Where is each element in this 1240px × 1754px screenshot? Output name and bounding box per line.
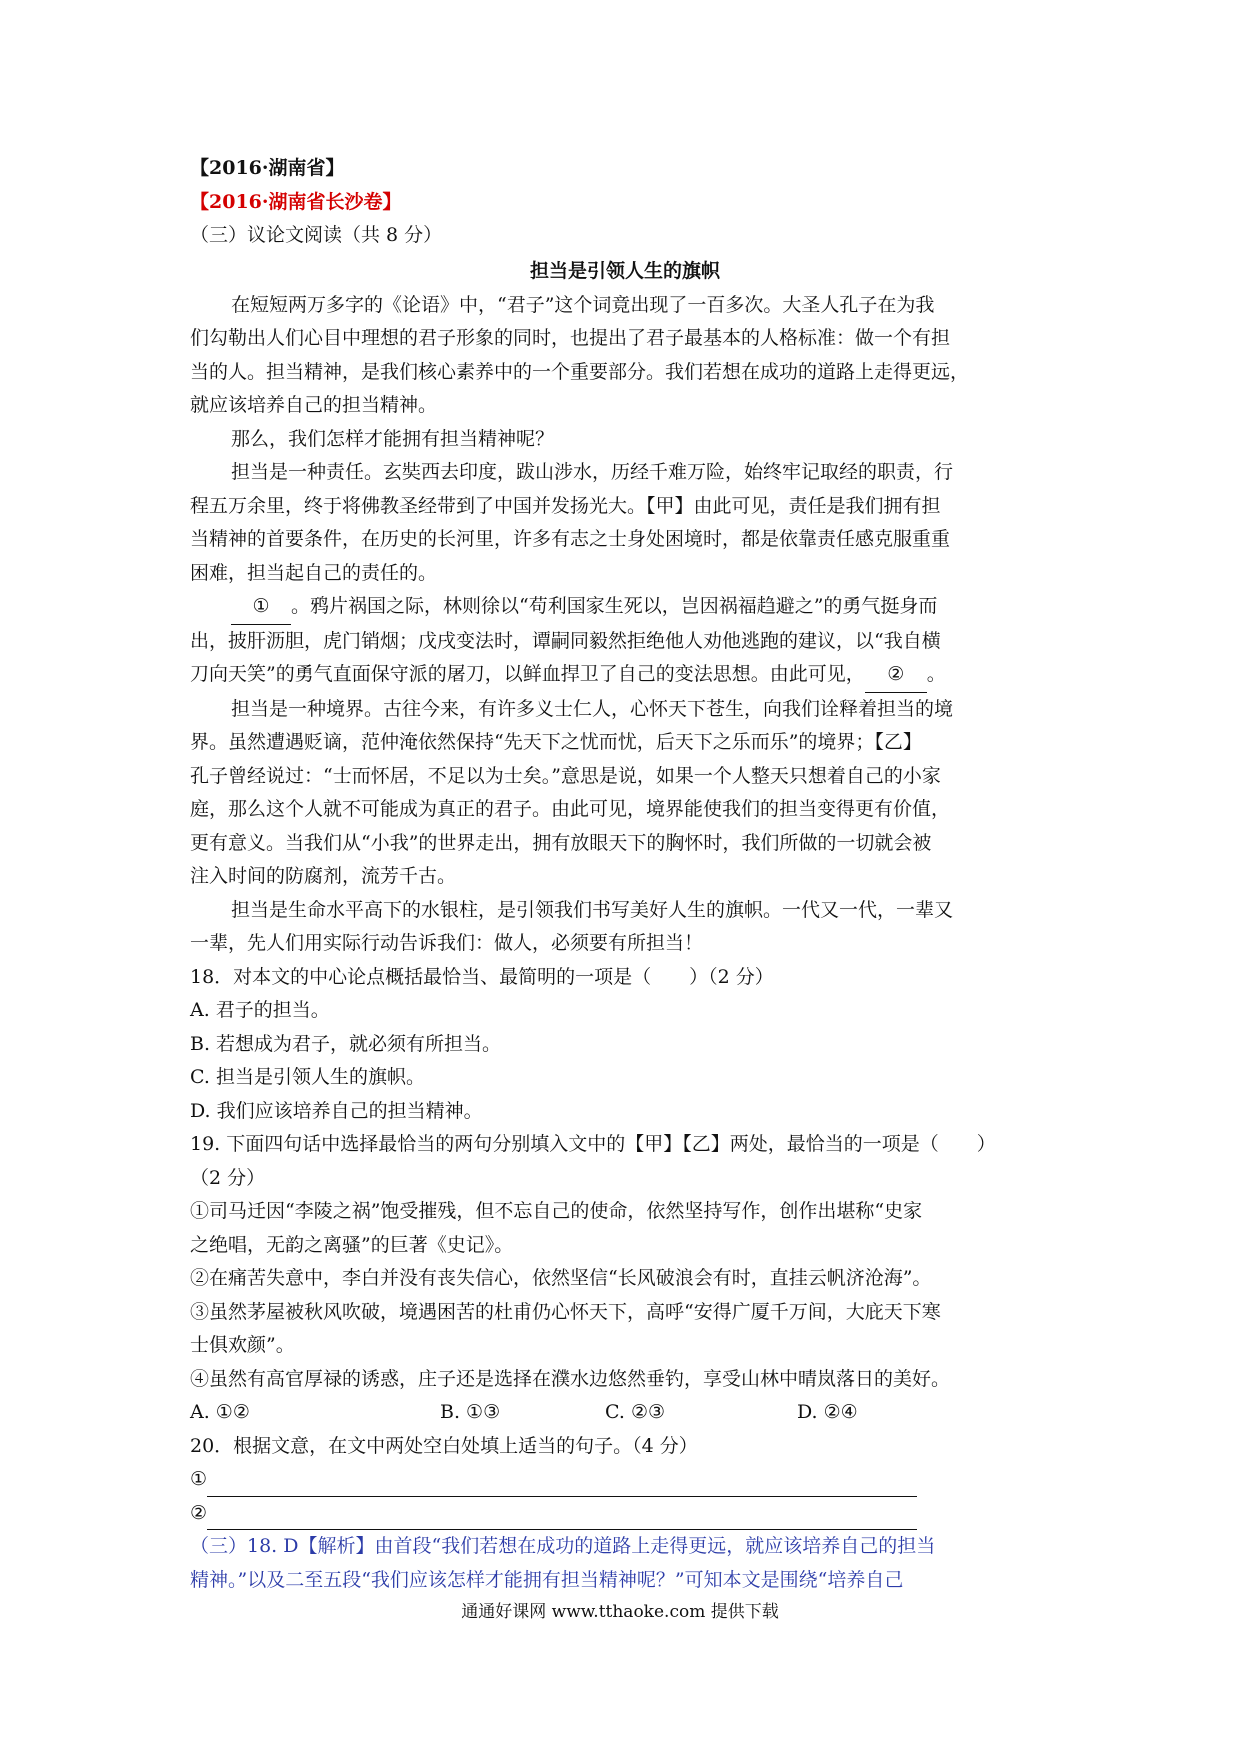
option-d[interactable]: D. 我们应该培养自己的担当精神。 <box>190 1099 483 1122</box>
text-line: 出，披肝沥胆，虎门销烟；戊戌变法时，谭嗣同毅然拒绝他人劝他逃跑的建议，以“我自横 <box>190 629 941 652</box>
text-line: 们勾勒出人们心目中理想的君子形象的同时，也提出了君子最基本的人格标准：做一个有担 <box>190 327 951 349</box>
paper-heading: 【2016·湖南省长沙卷】 <box>190 190 402 213</box>
text-span: 。 <box>926 663 946 685</box>
option-c[interactable]: C. 担当是引领人生的旗帜。 <box>190 1066 425 1088</box>
text-line: 担当是生命水平高下的水银柱，是引领我们书写美好人生的旗帜。一代又一代，一辈又 <box>231 898 954 921</box>
page-content <box>190 152 1060 1597</box>
option-b[interactable]: B. 若想成为君子，就必须有所担当。 <box>190 1032 502 1055</box>
answer-options <box>190 1396 1060 1430</box>
text-line <box>190 658 1060 693</box>
region-heading: 【2016·湖南省】 <box>190 157 345 179</box>
text-line: 担当是一种境界。古往今来，有许多义士仁人，心怀天下苍生，向我们诠释着担当的境 <box>231 697 954 720</box>
text-line: 程五万余里，终于将佛教圣经带到了中国并发扬光大。【甲】由此可见，责任是我们拥有担 <box>190 494 941 517</box>
option-a[interactable]: A. ①② <box>190 1401 250 1423</box>
text-line: 在短短两万多字的《论语》中，“君子”这个词竟出现了一百多次。大圣人孔子在为我 <box>231 293 935 316</box>
sentence-1: ①司马迁因“李陵之祸”饱受摧残，但不忘自己的使命，依然坚持写作，创作出堪称“史家 <box>190 1200 923 1222</box>
question-score: （2 分） <box>190 1166 266 1189</box>
question-18 <box>190 961 1060 1129</box>
question-stem: 18．对本文的中心论点概括最恰当、最简明的一项是（ ）（2 分） <box>190 965 774 988</box>
answer-blank-2-row <box>190 1497 1060 1531</box>
option-b[interactable]: B. ①③ <box>440 1401 501 1423</box>
text-line: 注入时间的防腐剂，流芳千古。 <box>190 865 457 887</box>
article-paragraph-3 <box>190 456 1060 590</box>
text-line: 当的人。担当精神，是我们核心素养中的一个重要部分。我们若想在成功的道路上走得更远， <box>190 360 970 383</box>
sentence-3-cont: 士俱欢颜”。 <box>190 1334 295 1356</box>
text-line: 就应该培养自己的担当精神。 <box>190 394 438 416</box>
blank-label: ① <box>190 1468 208 1490</box>
article-paragraph-6 <box>190 894 1060 961</box>
text-line: 一辈，先人们用实际行动告诉我们：做人，必须要有所担当！ <box>190 932 704 954</box>
answer-blank-1-row <box>190 1463 1060 1497</box>
text-line: 孔子曾经说过：“士而怀居，不足以为士矣。”意思是说，如果一个人整天只想着自己的小家 <box>190 764 941 787</box>
article-paragraph-5 <box>190 693 1060 894</box>
answer-blank-1[interactable] <box>207 1472 917 1497</box>
fill-blank-2: ② <box>865 658 927 693</box>
text-line: 庭，那么这个人就不可能成为真正的君子。由此可见，境界能使我们的担当变得更有价值， <box>190 798 951 820</box>
text-span: 刀向天笑”的勇气直面保守派的屠刀，以鲜血捍卫了自己的变法思想。由此可见， <box>190 663 865 685</box>
question-stem: 19. 下面四句话中选择最恰当的两句分别填入文中的【甲】【乙】两处，最恰当的一项是（ ） <box>190 1133 996 1155</box>
sentence-1-cont: 之绝唱，无韵之离骚”的巨著《史记》。 <box>190 1233 514 1256</box>
article-title: 担当是引领人生的旗帜 <box>529 259 720 282</box>
text-line: 当精神的首要条件，在历史的长河里，许多有志之士身处困境时，都是依靠责任感克服重重 <box>190 528 951 550</box>
page-footer: 通通好课网 www.tthaoke.com 提供下载 <box>461 1602 779 1622</box>
answer-explanation <box>190 1530 1060 1597</box>
sentence-4: ④虽然有高官厚禄的诱惑，庄子还是选择在濮水边悠然垂钓，享受山林中晴岚落日的美好。 <box>190 1367 951 1390</box>
option-d[interactable]: D. ②④ <box>797 1401 858 1423</box>
article-paragraph-4 <box>190 590 1060 693</box>
text-line <box>190 590 1060 625</box>
text-line: 界。虽然遭遇贬谪，范仲淹依然保持“先天下之忧而忧，后天下之乐而乐”的境界；【乙】 <box>190 731 922 753</box>
blank-label: ② <box>190 1501 208 1524</box>
question-20 <box>190 1430 1060 1531</box>
text-line: 困难，担当起自己的责任的。 <box>190 561 438 584</box>
explanation-line: （三）18. D【解析】由首段“我们若想在成功的道路上走得更远，就应该培养自己的担当 <box>190 1535 936 1557</box>
sentence-2: ②在痛苦失意中，李白并没有丧失信心，依然坚信“长风破浪会有时，直挂云帆济沧海”。 <box>190 1267 932 1289</box>
question-19 <box>190 1128 1060 1430</box>
article-paragraph-2: 那么，我们怎样才能拥有担当精神呢？ <box>231 427 555 450</box>
option-c[interactable]: C. ②③ <box>605 1401 666 1423</box>
option-a[interactable]: A. 君子的担当。 <box>190 999 330 1021</box>
text-line: 担当是一种责任。玄奘西去印度，跋山涉水，历经千难万险，始终牢记取经的职责，行 <box>231 461 954 483</box>
article-paragraph-1 <box>190 289 1060 423</box>
sentence-3: ③虽然茅屋被秋风吹破，境遇困苦的杜甫仍心怀天下，高呼“安得广厦千万间，大庇天下寒 <box>190 1300 941 1323</box>
explanation-line: 精神。”以及二至五段“我们应该怎样才能拥有担当精神呢？”可知本文是围绕“培养自己 <box>190 1568 904 1591</box>
question-stem: 20．根据文意，在文中两处空白处填上适当的句子。（4 分） <box>190 1434 698 1457</box>
text-span: 。鸦片祸国之际，林则徐以“苟利国家生死以，岂因祸福趋避之”的勇气挺身而 <box>291 595 938 617</box>
section-heading: （三）议论文阅读（共 8 分） <box>190 224 443 246</box>
text-line: 更有意义。当我们从“小我”的世界走出，拥有放眼天下的胸怀时，我们所做的一切就会被 <box>190 831 932 854</box>
fill-blank-1: ① <box>231 590 291 625</box>
answer-blank-2[interactable] <box>207 1505 917 1530</box>
